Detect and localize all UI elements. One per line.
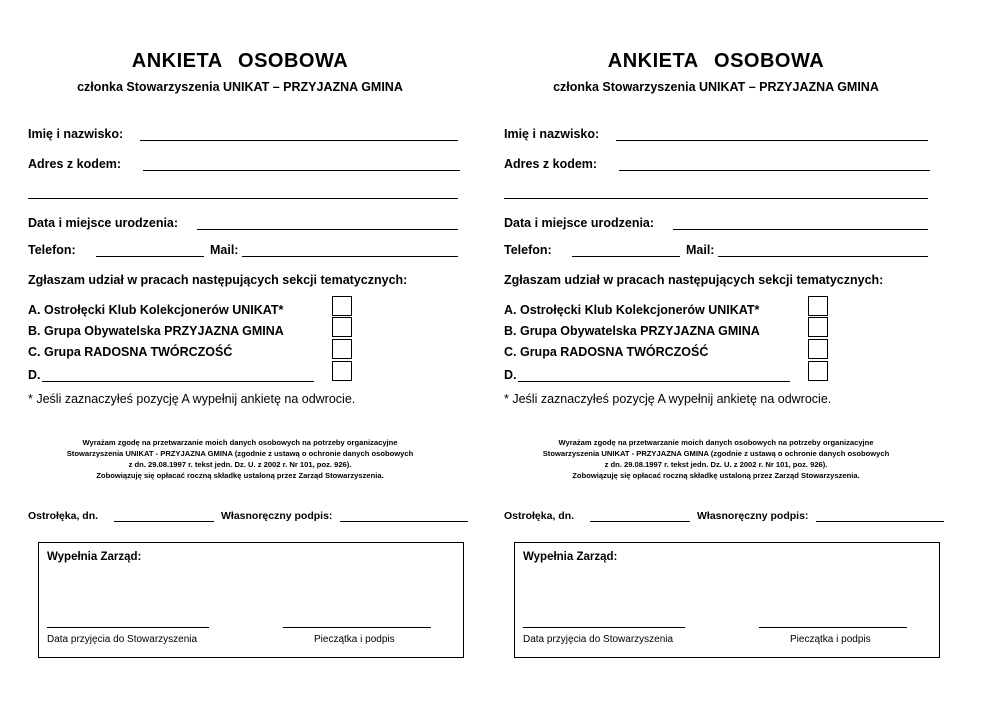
admission-date-label: Data przyjęcia do Stowarzyszenia xyxy=(523,634,674,645)
address-line-2[interactable] xyxy=(28,198,458,199)
section-b-checkbox[interactable] xyxy=(332,317,352,337)
address-label: Adres z kodem: xyxy=(504,157,598,171)
section-b-label: B. Grupa Obywatelska PRZYJAZNA GMINA xyxy=(504,324,760,338)
stamp-line[interactable] xyxy=(283,627,431,628)
section-a-note: * Jeśli zaznaczyłeś pozycję A wypełnij ankietę na odwrocie. xyxy=(28,392,356,406)
form-subtitle: członka Stowarzyszenia UNIKAT – PRZYJAZNA GMINA xyxy=(553,80,879,94)
mail-label: Mail: xyxy=(686,243,715,257)
section-c-checkbox[interactable] xyxy=(332,339,352,359)
board-title: Wypełnia Zarząd: xyxy=(523,551,618,563)
section-d-checkbox[interactable] xyxy=(332,361,352,381)
birth-label: Data i miejsce urodzenia: xyxy=(28,216,179,230)
birth-line[interactable] xyxy=(673,229,928,230)
section-c-checkbox[interactable] xyxy=(808,339,828,359)
section-d-line[interactable] xyxy=(42,381,314,382)
consent-line-1: Wyrażam zgodę na przetwarzanie moich danych osobowych na potrzeby organizacyjne xyxy=(82,438,398,447)
place-date-line[interactable] xyxy=(114,521,214,522)
name-label: Imię i nazwisko: xyxy=(28,127,124,141)
section-c-label: C. Grupa RADOSNA TWÓRCZOŚĆ xyxy=(504,345,709,359)
admission-date-label: Data przyjęcia do Stowarzyszenia xyxy=(47,634,198,645)
board-title: Wypełnia Zarząd: xyxy=(47,551,142,563)
signature-label: Własnoręczny podpis: xyxy=(221,510,333,522)
signature-line[interactable] xyxy=(340,521,468,522)
mail-line[interactable] xyxy=(242,256,458,257)
address-line[interactable] xyxy=(619,170,930,171)
stamp-line[interactable] xyxy=(759,627,907,628)
stamp-label: Pieczątka i podpis xyxy=(314,634,395,645)
signature-label: Własnoręczny podpis: xyxy=(697,510,809,522)
place-date-label: Ostrołęka, dn. xyxy=(28,510,99,522)
name-line[interactable] xyxy=(140,140,458,141)
section-c-label: C. Grupa RADOSNA TWÓRCZOŚĆ xyxy=(28,345,233,359)
consent-line-4: Zobowiązuję się opłacać roczną składkę ustaloną przez Zarząd Stowarzyszenia. xyxy=(572,471,860,480)
stamp-label: Pieczątka i podpis xyxy=(790,634,871,645)
phone-label: Telefon: xyxy=(504,243,552,257)
address-label: Adres z kodem: xyxy=(28,157,122,171)
place-date-line[interactable] xyxy=(590,521,690,522)
section-b-checkbox[interactable] xyxy=(808,317,828,337)
consent-line-3: z dn. 29.08.1997 r. tekst jedn. Dz. U. z 2002 r. Nr 101, poz. 926). xyxy=(128,460,352,469)
section-b-label: B. Grupa Obywatelska PRZYJAZNA GMINA xyxy=(28,324,284,338)
membership-form-right xyxy=(496,0,936,702)
form-title: ANKIETA OSOBOWA xyxy=(131,50,349,72)
consent-line-2: Stowarzyszenia UNIKAT - PRZYJAZNA GMINA (zgodnie z ustawą o ochronie danych osobowych xyxy=(66,449,414,458)
consent-line-3: z dn. 29.08.1997 r. tekst jedn. Dz. U. z 2002 r. Nr 101, poz. 926). xyxy=(604,460,828,469)
admission-date-line[interactable] xyxy=(47,627,209,628)
name-line[interactable] xyxy=(616,140,928,141)
membership-form-left xyxy=(20,0,460,702)
admission-date-line[interactable] xyxy=(523,627,685,628)
section-a-label: A. Ostrołęcki Klub Kolekcjonerów UNIKAT* xyxy=(504,303,760,317)
board-box xyxy=(38,542,464,658)
section-a-note: * Jeśli zaznaczyłeś pozycję A wypełnij ankietę na odwrocie. xyxy=(504,392,832,406)
phone-label: Telefon: xyxy=(28,243,76,257)
phone-line[interactable] xyxy=(96,256,204,257)
mail-line[interactable] xyxy=(718,256,928,257)
name-label: Imię i nazwisko: xyxy=(504,127,600,141)
sections-intro: Zgłaszam udział w pracach następujących sekcji tematycznych: xyxy=(504,273,884,287)
sections-intro: Zgłaszam udział w pracach następujących sekcji tematycznych: xyxy=(28,273,408,287)
consent-line-1: Wyrażam zgodę na przetwarzanie moich danych osobowych na potrzeby organizacyjne xyxy=(558,438,874,447)
form-title: ANKIETA OSOBOWA xyxy=(607,50,825,72)
section-a-checkbox[interactable] xyxy=(332,296,352,316)
birth-line[interactable] xyxy=(197,229,458,230)
section-a-checkbox[interactable] xyxy=(808,296,828,316)
signature-line[interactable] xyxy=(816,521,944,522)
section-d-label: D. xyxy=(504,368,517,382)
section-d-checkbox[interactable] xyxy=(808,361,828,381)
birth-label: Data i miejsce urodzenia: xyxy=(504,216,655,230)
section-d-label: D. xyxy=(28,368,41,382)
consent-line-4: Zobowiązuję się opłacać roczną składkę ustaloną przez Zarząd Stowarzyszenia. xyxy=(96,471,384,480)
address-line[interactable] xyxy=(143,170,460,171)
board-box xyxy=(514,542,940,658)
place-date-label: Ostrołęka, dn. xyxy=(504,510,575,522)
phone-line[interactable] xyxy=(572,256,680,257)
section-a-label: A. Ostrołęcki Klub Kolekcjonerów UNIKAT* xyxy=(28,303,284,317)
address-line-2[interactable] xyxy=(504,198,928,199)
form-subtitle: członka Stowarzyszenia UNIKAT – PRZYJAZNA GMINA xyxy=(77,80,403,94)
consent-line-2: Stowarzyszenia UNIKAT - PRZYJAZNA GMINA (zgodnie z ustawą o ochronie danych osobowych xyxy=(542,449,890,458)
section-d-line[interactable] xyxy=(518,381,790,382)
mail-label: Mail: xyxy=(210,243,239,257)
